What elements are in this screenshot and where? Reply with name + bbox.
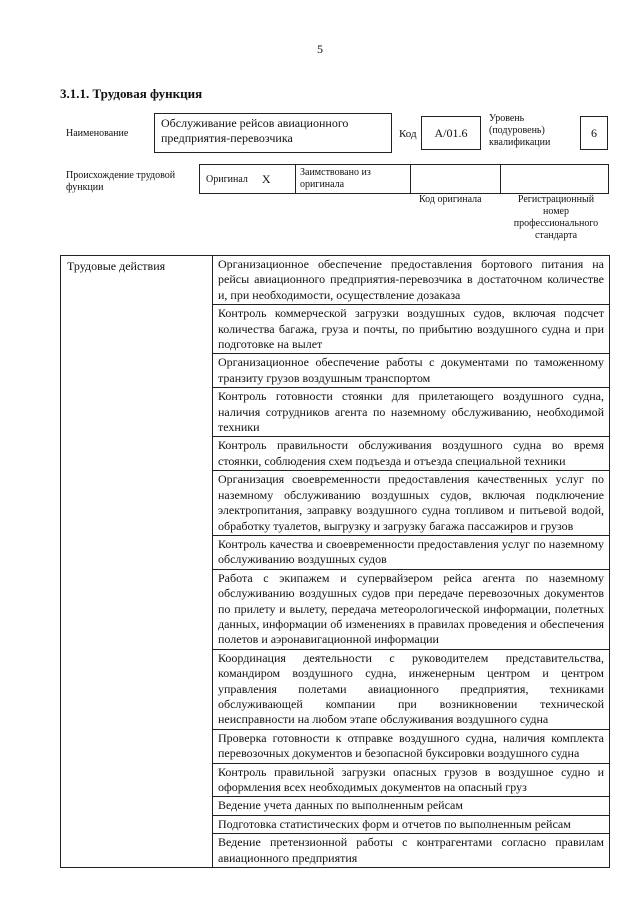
action-item: Работа с экипажем и супервайзером рейса агента по наземному обслуживанию воздушных судов при передаче перевозочных документов по прилету и вылету, передача метеорологической информации, полетных данных, информации об изменениях в правилах проведения и обеспечения полетов и аэронавигационной информации: [213, 569, 610, 649]
action-item: Контроль готовности стоянки для прилетающего воздушного судна, наличия сотрудников агента по наземному обслуживанию, необходимой техники: [213, 388, 610, 437]
action-item: Организационное обеспечение работы с документами по таможенному транзиту грузов воздушным транспортом: [213, 354, 610, 388]
action-item: Контроль коммерческой загрузки воздушных судов, включая подсчет количества багажа, груза и почты, по прибытию воздушного судна и при подготовке на вылет: [213, 305, 610, 354]
level-value: 6: [580, 116, 608, 150]
reg-number-cell: [501, 165, 608, 193]
page-number: 5: [317, 42, 323, 56]
action-item: Ведение учета данных по выполненным рейсам: [213, 797, 610, 815]
labor-actions-table: [60, 255, 610, 868]
action-item: Координация деятельности с руководителем представительства, командиром воздушного судна, инженерным центром и центром управления полетами авиационного предприятия, техниками обслуживающей компании при возникновении технической неисправности на любом этапе обслуживания воздушного судна: [213, 649, 610, 729]
origin-row: [199, 164, 609, 194]
code-caption: Код оригинала: [419, 194, 482, 205]
original-label: Оригинал: [206, 173, 248, 185]
original-cell: [200, 165, 296, 193]
code-value: А/01.6: [421, 116, 481, 150]
action-item: Контроль качества и своевременности предоставления услуг по наземному обслуживанию воздушных судов: [213, 535, 610, 569]
borrowed-cell: Заимствовано из оригинала: [296, 165, 411, 193]
action-item: Ведение претензионной работы с контрагентами согласно правилам авиационного предприятия: [213, 834, 610, 868]
action-item: Контроль правильности обслуживания воздушного судна во время стоянки, соблюдения схем подъезда и отъезда специальной техники: [213, 437, 610, 471]
original-code-cell: [411, 165, 501, 193]
action-item: Подготовка статистических форм и отчетов по выполненным рейсам: [213, 815, 610, 833]
reg-caption: Регистрационный номер профессионального стандарта: [513, 194, 599, 241]
name-label: Наименование: [66, 128, 129, 139]
action-item: Контроль правильной загрузки опасных грузов в воздушное судно и оформления всех необходимых документов на опасный груз: [213, 763, 610, 797]
origin-label: Происхождение трудовой функции: [66, 170, 176, 193]
section-title: 3.1.1. Трудовая функция: [60, 86, 203, 101]
action-item: Организационное обеспечение предоставления бортового питания на рейсы авиационного предприятия-перевозчика в достаточном количестве и, при необходимости, осуществление дозаказа: [213, 256, 610, 305]
name-value: Обслуживание рейсов авиационного предприятия-перевозчика: [154, 113, 392, 153]
code-label: Код: [399, 128, 417, 140]
labor-actions-label: Трудовые действия: [61, 256, 213, 868]
original-mark: X: [261, 171, 271, 186]
action-item: Организация своевременности предоставления качественных услуг по наземному обслуживанию воздушных судов, включая подключение электропитания, заправку воздушного судна топливом и питьевой водой, обработку туалетов, выгрузку и загрузку багажа пассажиров и грузов: [213, 471, 610, 536]
level-label: Уровень (подуровень) квалификации: [489, 113, 551, 148]
action-item: Проверка готовности к отправке воздушного судна, наличия комплекта перевозочных документов и безопасной буксировки воздушного судна: [213, 729, 610, 763]
